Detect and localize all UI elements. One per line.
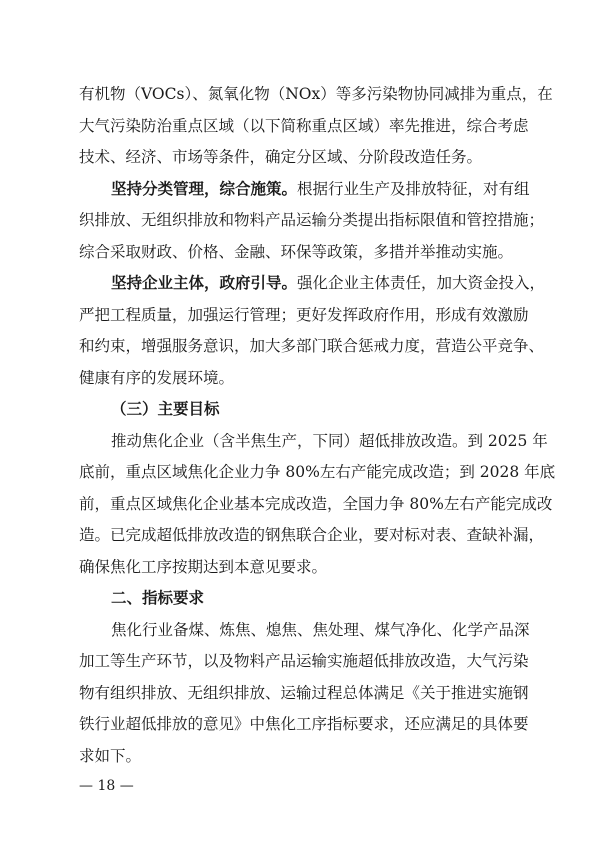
body-line: 织排放、无组织排放和物料产品运输分类提出指标限值和管控措施； [79, 211, 545, 229]
principle-heading: 坚持分类管理，综合施策。 [111, 179, 298, 198]
body-line: 铁行业超低排放的意见》中焦化工序指标要求，还应满足的具体要 [79, 715, 529, 733]
principle-paragraph-start [111, 273, 546, 293]
body-line: 前，重点区域焦化企业基本完成改造，全国力争 80%左右产能完成改 [79, 495, 553, 513]
section-heading: （三）主要目标 [111, 399, 220, 418]
body-line: 加工等生产环节，以及物料产品运输实施超低排放改造，大气污染 [79, 652, 529, 670]
page-number: — 18 — [79, 778, 134, 794]
body-line: 健康有序的发展环境。 [79, 369, 235, 387]
body-line: 物有组织排放、无组织排放、运输过程总体满足《关于推进实施钢 [79, 684, 529, 702]
body-line: 技术、经济、市场等条件，确定分区域、分阶段改造任务。 [79, 148, 483, 166]
body-text: 强化企业主体责任，加大资金投入， [297, 274, 546, 292]
body-line: 焦化行业备煤、炼焦、熄焦、焦处理、煤气净化、化学产品深 [111, 621, 530, 639]
body-text: 根据行业生产及排放特征，对有组 [297, 180, 530, 198]
section-heading: 二、指标要求 [111, 588, 205, 607]
body-line: 求如下。 [79, 747, 142, 765]
principle-paragraph-start [111, 179, 530, 199]
body-line: 底前，重点区域焦化企业力争 80%左右产能完成改造；到 2028 年底 [79, 463, 556, 481]
body-line: 确保焦化工序按期达到本意见要求。 [79, 558, 328, 576]
body-line: 大气污染防治重点区域（以下简称重点区域）率先推进，综合考虑 [79, 117, 529, 135]
body-line: 推动焦化企业（含半焦生产，下同）超低排放改造。到 2025 年 [111, 432, 548, 450]
body-line: 造。已完成超低排放改造的钢焦联合企业，要对标对表、查缺补漏， [79, 526, 545, 544]
body-line: 和约束，增强服务意识，加大多部门联合惩戒力度，营造公平竞争、 [79, 337, 545, 355]
body-line: 有机物（VOCs）、氮氧化物（NOx）等多污染物协同减排为重点，在 [79, 85, 553, 103]
body-line: 综合采取财政、价格、金融、环保等政策，多措并举推动实施。 [79, 243, 514, 261]
body-line: 严把工程质量，加强运行管理；更好发挥政府作用，形成有效激励 [79, 306, 529, 324]
principle-heading: 坚持企业主体，政府引导。 [111, 273, 298, 292]
